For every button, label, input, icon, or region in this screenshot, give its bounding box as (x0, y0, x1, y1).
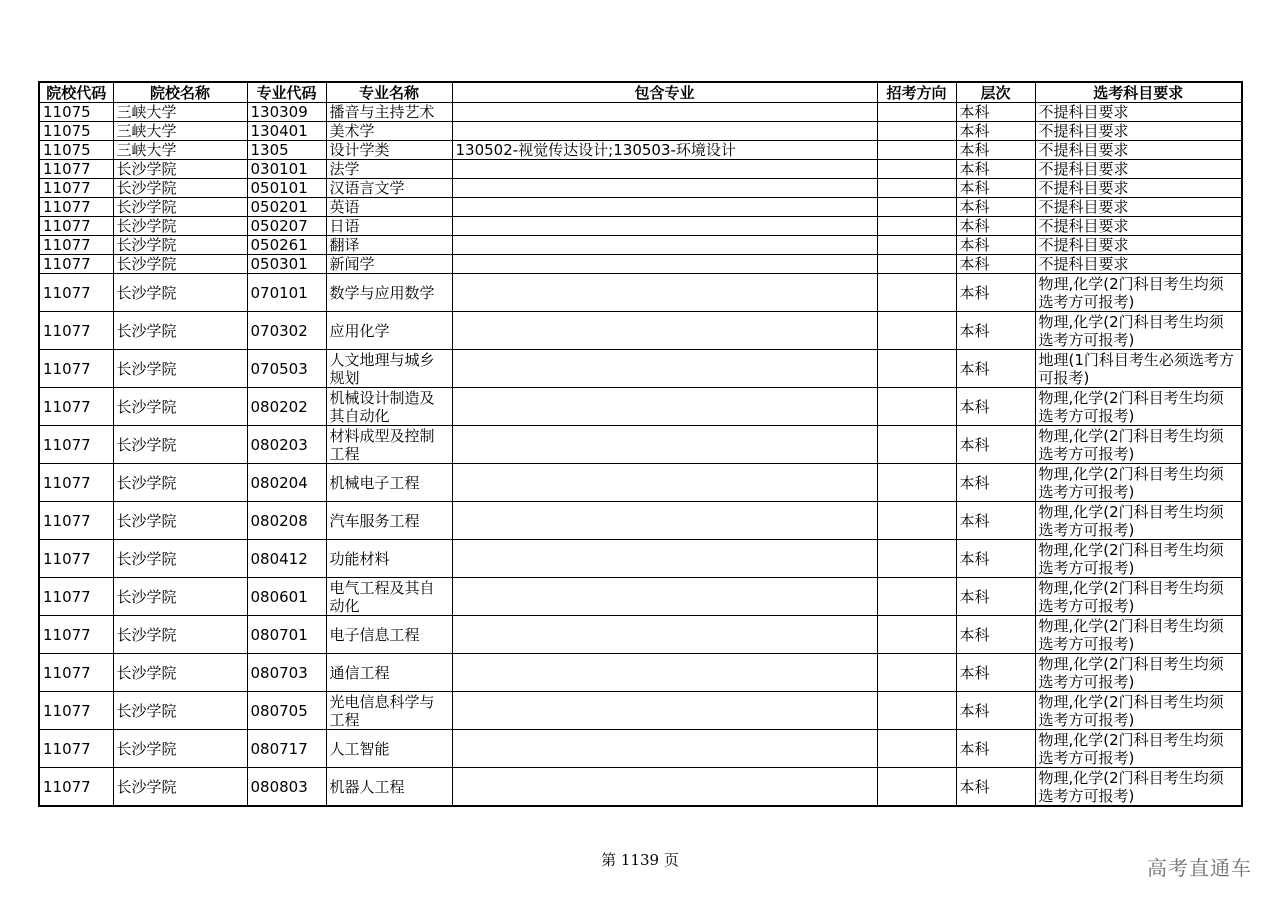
table-row (39, 540, 1242, 578)
header-included-majors: 包含专业 (452, 82, 877, 103)
page-number: 第 1139 页 (601, 851, 679, 869)
school-name-cell: 三峡大学 (113, 141, 247, 160)
header-level: 层次 (956, 82, 1035, 103)
major-code-cell: 050301 (247, 255, 326, 274)
table-row (39, 122, 1242, 141)
watermark: 高考直通车 (1147, 856, 1252, 880)
school-name-cell: 长沙学院 (113, 388, 247, 426)
subject-requirement-cell: 不提科目要求 (1035, 179, 1242, 198)
school-name-cell: 长沙学院 (113, 274, 247, 312)
school-code-cell: 11077 (39, 179, 113, 198)
included-majors-cell (452, 236, 877, 255)
school-name-cell: 三峡大学 (113, 103, 247, 122)
subject-requirement-cell: 物理,化学(2门科目考生均须选考方可报考) (1035, 616, 1242, 654)
major-name-cell: 英语 (326, 198, 452, 217)
level-cell: 本科 (956, 692, 1035, 730)
direction-cell (877, 274, 956, 312)
included-majors-cell (452, 540, 877, 578)
major-name-cell: 人工智能 (326, 730, 452, 768)
school-code-cell: 11077 (39, 426, 113, 464)
direction-cell (877, 255, 956, 274)
table-row (39, 464, 1242, 502)
level-cell: 本科 (956, 578, 1035, 616)
direction-cell (877, 312, 956, 350)
level-cell: 本科 (956, 350, 1035, 388)
major-code-cell: 130309 (247, 103, 326, 122)
subject-requirement-cell: 不提科目要求 (1035, 103, 1242, 122)
major-code-cell: 050101 (247, 179, 326, 198)
major-name-cell: 翻译 (326, 236, 452, 255)
included-majors-cell (452, 217, 877, 236)
major-name-cell: 机械设计制造及其自动化 (326, 388, 452, 426)
header-major-code: 专业代码 (247, 82, 326, 103)
table-row (39, 160, 1242, 179)
level-cell: 本科 (956, 122, 1035, 141)
header-school-name: 院校名称 (113, 82, 247, 103)
direction-cell (877, 540, 956, 578)
school-name-cell: 长沙学院 (113, 654, 247, 692)
major-code-cell: 080204 (247, 464, 326, 502)
direction-cell (877, 502, 956, 540)
table-row (39, 274, 1242, 312)
direction-cell (877, 768, 956, 807)
included-majors-cell (452, 692, 877, 730)
school-name-cell: 长沙学院 (113, 426, 247, 464)
included-majors-cell (452, 255, 877, 274)
major-code-cell: 030101 (247, 160, 326, 179)
school-name-cell: 长沙学院 (113, 502, 247, 540)
table-row (39, 103, 1242, 122)
level-cell: 本科 (956, 217, 1035, 236)
school-code-cell: 11077 (39, 236, 113, 255)
major-code-cell: 080208 (247, 502, 326, 540)
subject-requirement-cell: 物理,化学(2门科目考生均须选考方可报考) (1035, 388, 1242, 426)
major-name-cell: 电子信息工程 (326, 616, 452, 654)
school-name-cell: 长沙学院 (113, 198, 247, 217)
subject-requirement-cell: 物理,化学(2门科目考生均须选考方可报考) (1035, 730, 1242, 768)
level-cell: 本科 (956, 198, 1035, 217)
included-majors-cell (452, 103, 877, 122)
table-row (39, 141, 1242, 160)
major-name-cell: 材料成型及控制工程 (326, 426, 452, 464)
school-code-cell: 11077 (39, 255, 113, 274)
subject-requirement-cell: 物理,化学(2门科目考生均须选考方可报考) (1035, 768, 1242, 807)
included-majors-cell (452, 464, 877, 502)
table-row (39, 217, 1242, 236)
major-code-cell: 080705 (247, 692, 326, 730)
header-row (39, 82, 1242, 103)
subject-requirement-cell: 不提科目要求 (1035, 198, 1242, 217)
school-code-cell: 11077 (39, 160, 113, 179)
level-cell: 本科 (956, 388, 1035, 426)
included-majors-cell: 130502-视觉传达设计;130503-环境设计 (452, 141, 877, 160)
subject-requirement-cell: 不提科目要求 (1035, 160, 1242, 179)
subject-requirement-cell: 物理,化学(2门科目考生均须选考方可报考) (1035, 274, 1242, 312)
level-cell: 本科 (956, 730, 1035, 768)
level-cell: 本科 (956, 179, 1035, 198)
major-name-cell: 电气工程及其自动化 (326, 578, 452, 616)
direction-cell (877, 426, 956, 464)
table-row (39, 692, 1242, 730)
school-code-cell: 11077 (39, 502, 113, 540)
school-code-cell: 11077 (39, 616, 113, 654)
major-name-cell: 新闻学 (326, 255, 452, 274)
major-code-cell: 080717 (247, 730, 326, 768)
table-row (39, 312, 1242, 350)
major-code-cell: 050207 (247, 217, 326, 236)
school-name-cell: 长沙学院 (113, 312, 247, 350)
school-name-cell: 长沙学院 (113, 236, 247, 255)
included-majors-cell (452, 198, 877, 217)
major-name-cell: 设计学类 (326, 141, 452, 160)
direction-cell (877, 654, 956, 692)
table-row (39, 179, 1242, 198)
table-row (39, 578, 1242, 616)
table-row (39, 616, 1242, 654)
table-row (39, 426, 1242, 464)
subject-requirement-cell: 物理,化学(2门科目考生均须选考方可报考) (1035, 654, 1242, 692)
level-cell: 本科 (956, 312, 1035, 350)
major-name-cell: 光电信息科学与工程 (326, 692, 452, 730)
included-majors-cell (452, 578, 877, 616)
school-code-cell: 11077 (39, 388, 113, 426)
school-name-cell: 长沙学院 (113, 464, 247, 502)
direction-cell (877, 198, 956, 217)
table-row (39, 255, 1242, 274)
subject-requirement-cell: 不提科目要求 (1035, 217, 1242, 236)
school-code-cell: 11077 (39, 350, 113, 388)
school-code-cell: 11077 (39, 274, 113, 312)
school-name-cell: 长沙学院 (113, 692, 247, 730)
level-cell: 本科 (956, 103, 1035, 122)
major-name-cell: 汉语言文学 (326, 179, 452, 198)
header-major-name: 专业名称 (326, 82, 452, 103)
table-row (39, 198, 1242, 217)
included-majors-cell (452, 502, 877, 540)
table-row (39, 730, 1242, 768)
major-name-cell: 应用化学 (326, 312, 452, 350)
school-name-cell: 长沙学院 (113, 730, 247, 768)
included-majors-cell (452, 730, 877, 768)
school-code-cell: 11075 (39, 141, 113, 160)
subject-requirement-cell: 地理(1门科目考生必须选考方可报考) (1035, 350, 1242, 388)
admissions-table (38, 81, 1243, 807)
direction-cell (877, 464, 956, 502)
school-name-cell: 长沙学院 (113, 578, 247, 616)
school-code-cell: 11077 (39, 198, 113, 217)
included-majors-cell (452, 160, 877, 179)
subject-requirement-cell: 物理,化学(2门科目考生均须选考方可报考) (1035, 312, 1242, 350)
header-subject-requirement: 选考科目要求 (1035, 82, 1242, 103)
subject-requirement-cell: 物理,化学(2门科目考生均须选考方可报考) (1035, 426, 1242, 464)
direction-cell (877, 692, 956, 730)
direction-cell (877, 350, 956, 388)
direction-cell (877, 388, 956, 426)
direction-cell (877, 141, 956, 160)
included-majors-cell (452, 274, 877, 312)
level-cell: 本科 (956, 768, 1035, 807)
major-code-cell: 080412 (247, 540, 326, 578)
included-majors-cell (452, 350, 877, 388)
major-code-cell: 1305 (247, 141, 326, 160)
included-majors-cell (452, 312, 877, 350)
school-code-cell: 11075 (39, 122, 113, 141)
level-cell: 本科 (956, 540, 1035, 578)
included-majors-cell (452, 654, 877, 692)
major-name-cell: 通信工程 (326, 654, 452, 692)
level-cell: 本科 (956, 426, 1035, 464)
school-name-cell: 长沙学院 (113, 179, 247, 198)
included-majors-cell (452, 179, 877, 198)
school-code-cell: 11077 (39, 730, 113, 768)
school-name-cell: 长沙学院 (113, 255, 247, 274)
table-row (39, 654, 1242, 692)
subject-requirement-cell: 不提科目要求 (1035, 236, 1242, 255)
school-code-cell: 11075 (39, 103, 113, 122)
level-cell: 本科 (956, 236, 1035, 255)
direction-cell (877, 160, 956, 179)
major-code-cell: 080202 (247, 388, 326, 426)
direction-cell (877, 616, 956, 654)
header-school-code: 院校代码 (39, 82, 113, 103)
school-code-cell: 11077 (39, 654, 113, 692)
major-code-cell: 080203 (247, 426, 326, 464)
school-name-cell: 长沙学院 (113, 350, 247, 388)
subject-requirement-cell: 物理,化学(2门科目考生均须选考方可报考) (1035, 502, 1242, 540)
table-row (39, 768, 1242, 807)
level-cell: 本科 (956, 141, 1035, 160)
school-code-cell: 11077 (39, 540, 113, 578)
major-code-cell: 080701 (247, 616, 326, 654)
school-code-cell: 11077 (39, 768, 113, 807)
direction-cell (877, 578, 956, 616)
major-code-cell: 050201 (247, 198, 326, 217)
major-name-cell: 日语 (326, 217, 452, 236)
school-name-cell: 长沙学院 (113, 540, 247, 578)
major-name-cell: 法学 (326, 160, 452, 179)
school-code-cell: 11077 (39, 217, 113, 236)
direction-cell (877, 217, 956, 236)
included-majors-cell (452, 388, 877, 426)
major-code-cell: 050261 (247, 236, 326, 255)
major-name-cell: 功能材料 (326, 540, 452, 578)
major-name-cell: 美术学 (326, 122, 452, 141)
subject-requirement-cell: 物理,化学(2门科目考生均须选考方可报考) (1035, 464, 1242, 502)
level-cell: 本科 (956, 255, 1035, 274)
major-code-cell: 130401 (247, 122, 326, 141)
subject-requirement-cell: 不提科目要求 (1035, 255, 1242, 274)
major-code-cell: 070101 (247, 274, 326, 312)
direction-cell (877, 103, 956, 122)
school-code-cell: 11077 (39, 464, 113, 502)
level-cell: 本科 (956, 616, 1035, 654)
table-row (39, 388, 1242, 426)
major-code-cell: 070503 (247, 350, 326, 388)
level-cell: 本科 (956, 654, 1035, 692)
school-name-cell: 长沙学院 (113, 768, 247, 807)
subject-requirement-cell: 物理,化学(2门科目考生均须选考方可报考) (1035, 540, 1242, 578)
major-name-cell: 人文地理与城乡规划 (326, 350, 452, 388)
subject-requirement-cell: 物理,化学(2门科目考生均须选考方可报考) (1035, 578, 1242, 616)
level-cell: 本科 (956, 274, 1035, 312)
included-majors-cell (452, 768, 877, 807)
school-name-cell: 长沙学院 (113, 160, 247, 179)
direction-cell (877, 179, 956, 198)
included-majors-cell (452, 616, 877, 654)
school-code-cell: 11077 (39, 692, 113, 730)
level-cell: 本科 (956, 502, 1035, 540)
table-row (39, 350, 1242, 388)
direction-cell (877, 236, 956, 255)
school-code-cell: 11077 (39, 578, 113, 616)
school-name-cell: 三峡大学 (113, 122, 247, 141)
header-direction: 招考方向 (877, 82, 956, 103)
major-name-cell: 播音与主持艺术 (326, 103, 452, 122)
table-row (39, 236, 1242, 255)
level-cell: 本科 (956, 464, 1035, 502)
included-majors-cell (452, 426, 877, 464)
subject-requirement-cell: 物理,化学(2门科目考生均须选考方可报考) (1035, 692, 1242, 730)
major-name-cell: 数学与应用数学 (326, 274, 452, 312)
included-majors-cell (452, 122, 877, 141)
major-name-cell: 汽车服务工程 (326, 502, 452, 540)
major-code-cell: 080601 (247, 578, 326, 616)
major-name-cell: 机械电子工程 (326, 464, 452, 502)
school-name-cell: 长沙学院 (113, 616, 247, 654)
major-code-cell: 070302 (247, 312, 326, 350)
major-code-cell: 080803 (247, 768, 326, 807)
direction-cell (877, 122, 956, 141)
school-name-cell: 长沙学院 (113, 217, 247, 236)
school-code-cell: 11077 (39, 312, 113, 350)
level-cell: 本科 (956, 160, 1035, 179)
subject-requirement-cell: 不提科目要求 (1035, 122, 1242, 141)
major-name-cell: 机器人工程 (326, 768, 452, 807)
major-code-cell: 080703 (247, 654, 326, 692)
table-row (39, 502, 1242, 540)
subject-requirement-cell: 不提科目要求 (1035, 141, 1242, 160)
direction-cell (877, 730, 956, 768)
